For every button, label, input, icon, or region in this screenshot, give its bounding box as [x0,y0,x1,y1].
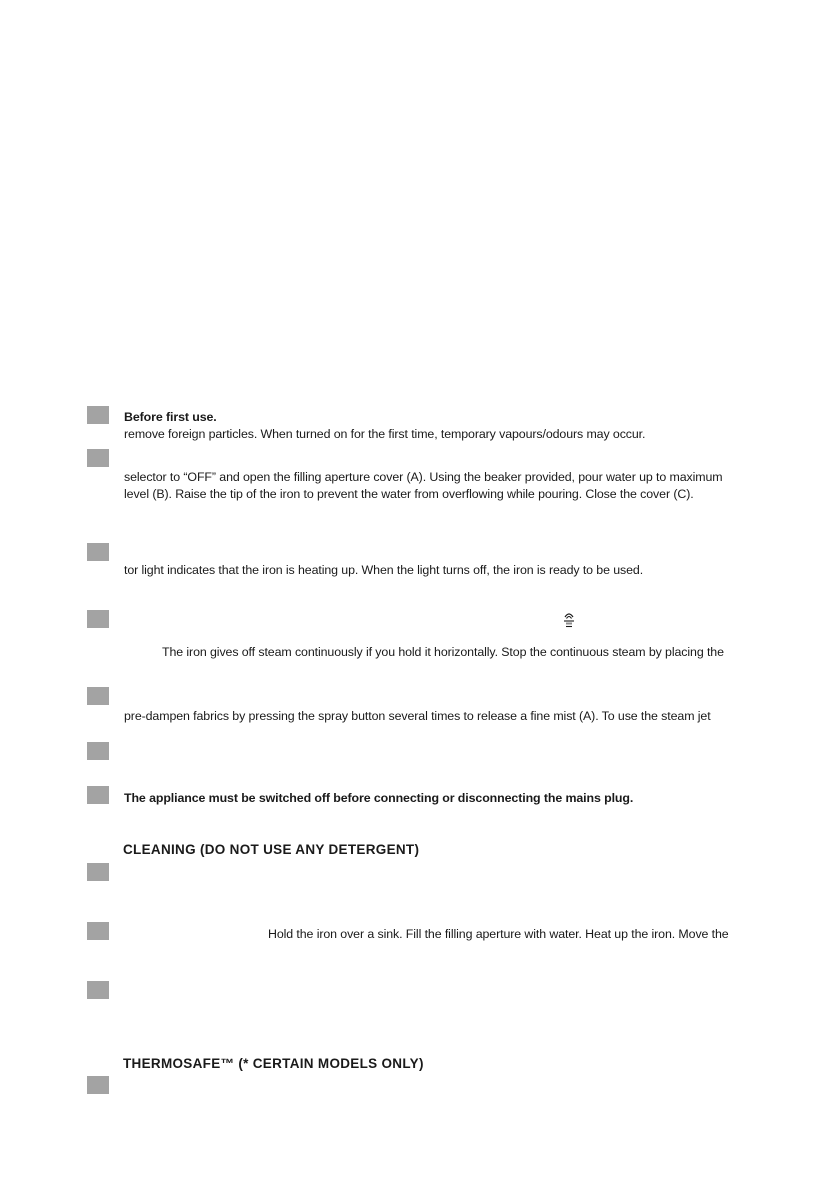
step-marker [87,610,109,628]
step-marker [87,687,109,705]
instruction-line: pre-dampen fabrics by pressing the spray button several times to release a fine mist (A). To use the steam jet [124,709,711,723]
instruction-line: remove foreign particles. When turned on for the first time, temporary vapours/odours may occur. [124,427,646,441]
cleaning-heading: CLEANING (DO NOT USE ANY DETERGENT) [123,842,420,857]
before-first-use-label: Before first use. [124,410,217,424]
instruction-line: level (B). Raise the tip of the iron to prevent the water from overflowing while pouring. Close the cover (C). [124,487,694,501]
step-marker [87,406,109,424]
step-marker [87,1076,109,1094]
step-marker [87,922,109,940]
instruction-line: selector to “OFF” and open the filling aperture cover (A). Using the beaker provided, pour water up to maximum [124,470,723,484]
instruction-line: tor light indicates that the iron is heating up. When the light turns off, the iron is ready to be used. [124,563,644,577]
step-marker [87,449,109,467]
warning-text: The appliance must be switched off before connecting or disconnecting the mains plug. [124,791,634,805]
step-marker [87,863,109,881]
instruction-line: The iron gives off steam continuously if you hold it horizontally. Stop the continuous steam by placing the [162,645,724,659]
thermosafe-heading: THERMOSAFE™ (* CERTAIN MODELS ONLY) [123,1056,424,1071]
step-marker [87,742,109,760]
steam-icon [562,610,576,628]
step-marker [87,543,109,561]
step-marker [87,786,109,804]
step-marker [87,981,109,999]
instruction-line: Hold the iron over a sink. Fill the filling aperture with water. Heat up the iron. Move the [268,927,729,941]
